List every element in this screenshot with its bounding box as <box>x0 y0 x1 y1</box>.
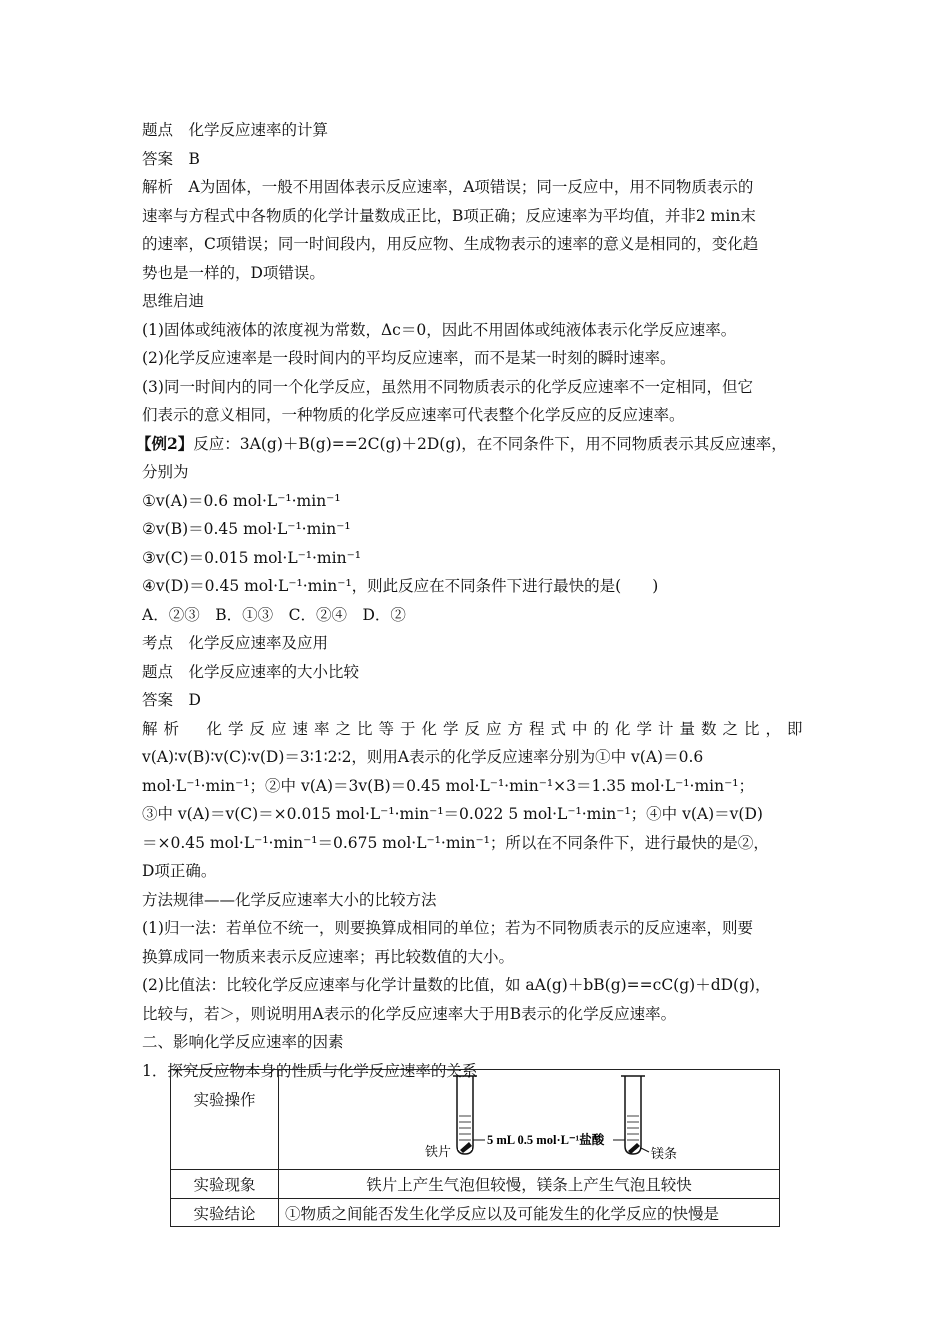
option-line: ④v(D)＝0.45 mol·L⁻¹·min⁻¹，则此反应在不同条件下进行最快的是( ) <box>142 577 659 595</box>
label-magnesium: 镁条 <box>651 1147 678 1162</box>
text-line: 换算成同一物质来表示反应速率；再比较数值的大小。 <box>142 947 515 966</box>
text-line: (2)化学反应速率是一段时间内的平均反应速率，而不是某一时刻的瞬时速率。 <box>142 349 676 367</box>
document-body <box>136 116 822 1085</box>
test-tube-right <box>621 1076 645 1154</box>
choices-line: A．②③ B．①③ C．②④ D．② <box>142 605 406 624</box>
text-line: mol·L⁻¹·min⁻¹；②中 v(A)＝3v(B)＝0.45 mol·L⁻¹·min⁻¹×3＝1.35 mol·L⁻¹·min⁻¹； <box>142 776 754 795</box>
table-head-conclusion: 实验结论 <box>171 1199 279 1227</box>
table-cell-phenomenon: 铁片上产生气泡但较慢，镁条上产生气泡且较快 <box>279 1170 780 1199</box>
table-head-phenomenon: 实验现象 <box>171 1170 279 1199</box>
text-line: ＝×0.45 mol·L⁻¹·min⁻¹＝0.675 mol·L⁻¹·min⁻¹；所以在不同条件下，进行最快的是②， <box>142 833 769 852</box>
text-line: (1)固体或纯液体的浓度视为常数，Δc＝0，因此不用固体或纯液体表示化学反应速率。 <box>142 320 737 339</box>
text-line: 比较与，若＞，则说明用A表示的化学反应速率大于用B表示的化学反应速率。 <box>142 1004 677 1023</box>
option-line: ②v(B)＝0.45 mol·L⁻¹·min⁻¹ <box>142 520 351 538</box>
section-heading: 思维启迪 <box>142 292 205 310</box>
experiment-table <box>170 1069 780 1227</box>
text-line: 考点 化学反应速率及应用 <box>142 634 329 652</box>
example-tag: 【例2】 <box>136 433 194 453</box>
text-line: 题点 化学反应速率的计算 <box>142 121 329 139</box>
table-cell-conclusion: ①物质之间能否发生化学反应以及可能发生的化学反应的快慢是 <box>279 1199 780 1227</box>
test-tube-left <box>453 1076 477 1154</box>
label-iron: 铁片 <box>425 1145 452 1160</box>
text-line: 速率与方程式中各物质的化学计量数成正比，B项正确；反应速率为平均值，并非2 min末 <box>142 206 756 225</box>
text-line: 解析 化学反应速率之比等于化学反应方程式中的化学计量数之比，即 <box>142 719 809 738</box>
label-acid: 5 mL 0.5 mol·L⁻¹盐酸 <box>487 1133 605 1147</box>
table-head-operation: 实验操作 <box>171 1070 279 1170</box>
test-tubes-figure <box>279 1070 779 1165</box>
example-line <box>136 430 822 459</box>
section-heading: 1．探究反应物本身的性质与化学反应速率的关系 <box>142 1061 478 1080</box>
text-line: v(A)∶v(B)∶v(C)∶v(D)＝3∶1∶2∶2，则用A表示的化学反应速率分别为①中 v(A)＝0.6 <box>142 748 704 766</box>
example-text: 反应：3A(g)＋B(g)==2C(g)＋2D(g)，在不同条件下，用不同物质表示其反应速率， <box>193 434 787 453</box>
text-line: 解析 A为固体，一般不用固体表示反应速率，A项错误；同一反应中，用不同物质表示的 <box>142 178 754 196</box>
text-line: 们表示的意义相同，一种物质的化学反应速率可代表整个化学反应的反应速率。 <box>142 406 685 424</box>
text-line: (2)比值法：比较化学反应速率与化学计量数的比值，如 aA(g)＋bB(g)==cC(g)＋dD(g)， <box>142 976 771 994</box>
section-heading: 二、影响化学反应速率的因素 <box>142 1033 344 1051</box>
text-line: 答案 D <box>142 691 201 709</box>
text-line: D项正确。 <box>142 862 217 880</box>
option-line: ③v(C)＝0.015 mol·L⁻¹·min⁻¹ <box>142 548 361 567</box>
text-line: 分别为 <box>142 463 189 481</box>
section-heading: 方法规律——化学反应速率大小的比较方法 <box>142 890 437 909</box>
text-line: 题点 化学反应速率的大小比较 <box>142 662 360 681</box>
text-line: 的速率，C项错误；同一时间段内，用反应物、生成物表示的速率的意义是相同的，变化趋 <box>142 235 759 253</box>
text-line: (3)同一时间内的同一个化学反应，虽然用不同物质表示的化学反应速率不一定相同，但它 <box>142 377 753 396</box>
text-line: (1)归一法：若单位不统一，则要换算成相同的单位；若为不同物质表示的反应速率，则要 <box>142 919 753 937</box>
experiment-figure <box>279 1070 780 1170</box>
text-line: ③中 v(A)＝v(C)＝×0.015 mol·L⁻¹·min⁻¹＝0.022 5 mol·L⁻¹·min⁻¹；④中 v(A)＝v(D) <box>142 805 763 823</box>
text-line: 答案 B <box>142 149 200 168</box>
text-line: 势也是一样的，D项错误。 <box>142 263 325 282</box>
option-line: ①v(A)＝0.6 mol·L⁻¹·min⁻¹ <box>142 491 341 510</box>
